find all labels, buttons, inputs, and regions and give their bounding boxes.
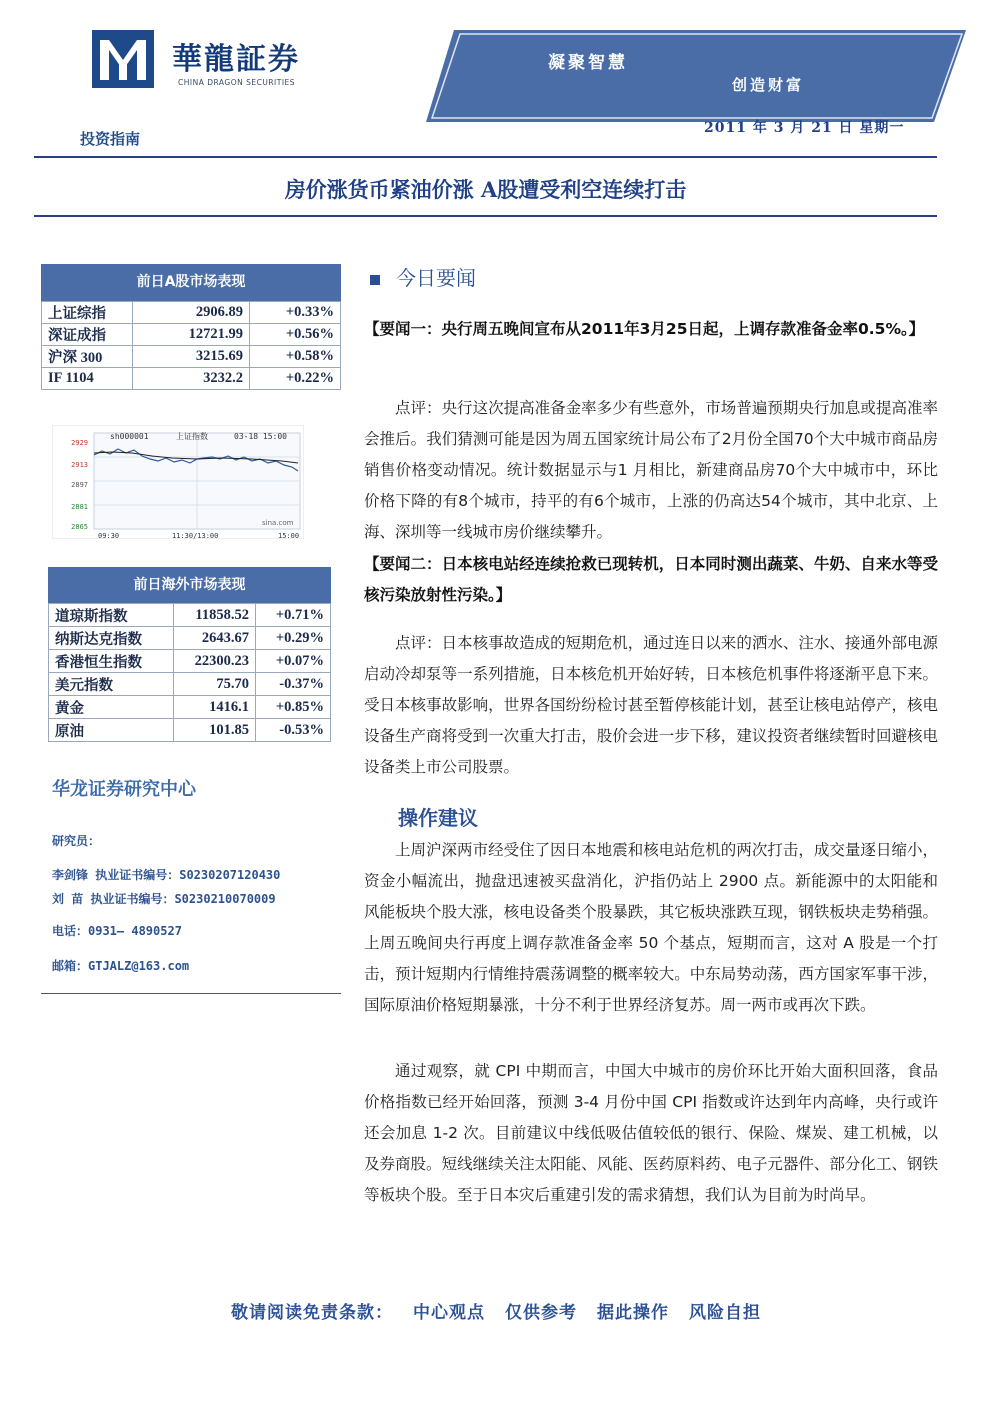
bullet-square-icon [370,275,380,285]
market-change: +0.85% [256,696,331,719]
table-row [42,324,341,346]
news-title-text: 今日要闻 [396,266,476,290]
chart-name: 上证指数 [176,432,208,441]
index-change: +0.56% [250,324,341,346]
a-share-table [41,264,341,390]
company-logo-english: CHINA DRAGON SECURITIES [178,78,296,87]
chart-code: sh000001 [110,432,149,441]
market-change: -0.37% [256,673,331,696]
analyst-label: 研究员： [52,834,101,848]
table-row [49,650,331,673]
index-change: +0.33% [250,302,341,324]
market-name: 原油 [49,719,174,742]
news-section-title [370,262,476,291]
analyst-2: 刘 苗 执业证书编号：S0230210070009 [52,892,276,906]
email[interactable]: 邮箱：GTJALZ@163.com [52,959,190,973]
disclaimer-term: 中心观点 [413,1303,485,1323]
a-share-data [41,301,341,390]
y-tick: 2929 [71,439,88,447]
slogan-line-1: 凝聚智慧 [548,53,628,73]
slogan-line-2: 创造财富 [732,76,805,94]
x-tick: 15:00 [278,532,300,539]
market-name: 纳斯达克指数 [49,627,174,650]
market-name: 黄金 [49,696,174,719]
left-column-divider [41,993,341,994]
index-name: 上证综指 [42,302,133,324]
table-row [49,627,331,650]
table-row [42,346,341,368]
disclaimer-term: 仅供参考 [505,1303,577,1323]
market-value: 101.85 [174,719,256,742]
disclaimer-term: 风险自担 [689,1303,761,1323]
table-row [42,368,341,390]
a-share-table-title: 前日A股市场表现 [41,264,341,301]
table-row [49,673,331,696]
market-name: 道琼斯指数 [49,604,174,627]
analyst-1: 李剑锋 执业证书编号：S0230207120430 [52,868,281,882]
disclaimer-term: 据此操作 [597,1303,669,1323]
index-value: 12721.99 [133,324,250,346]
market-value: 1416.1 [174,696,256,719]
phone: 电话：0931— 4890527 [52,924,182,938]
table-row [49,719,331,742]
market-value: 75.70 [174,673,256,696]
report-date: 2011 年 3 月 21 日 星期一 [704,120,905,136]
y-tick: 2881 [71,503,88,511]
index-change: +0.58% [250,346,341,368]
ops-paragraph-2: 通过观察，就 CPI 中期而言，中国大中城市的房价环比开始大面积回落，食品价格指数已经开始回落，预测 3-4 月份中国 CPI 指数或许达到年内高峰，央行或许还会加息 1-2 次。目前建议中线低吸估值较低的银行、保险、煤炭、建工机械，以及券商股。短线继续关注太阳能、风能、医药原料药、电子元器件、部分化工、钢铁等板块个股。至于日本灾后重建引发的需求猜想，我们认为目前为时尚早。 [364,1062,938,1204]
x-tick: 11:30/13:00 [172,532,219,539]
ops-section-title: 操作建议 [398,806,478,830]
chart-source: sina.com [262,519,294,527]
ops-paragraph-1: 上周沪深两市经受住了因日本地震和核电站危机的两次打击，成交量逐日缩小，资金小幅流出，抛盘迅速被买盘消化，沪指仍站上 2900 点。新能源中的太阳能和风能板块个股大涨，核电设备类个股暴跌，其它板块涨跌互现，钢铁板块走势稍强。上周五晚间央行再度上调存款准备金率 50 个基点，短期而言，这对 A 股是一个打击，预计短期内行情维持震荡调整的概率较大。中东局势动荡，西方国家军事干涉，国际原油价格短期暴涨，十分不利于世界经济复苏。周一两市或再次下跌。 [364,841,938,1014]
chart-datetime: 03-18 15:00 [234,432,287,441]
market-value: 22300.23 [174,650,256,673]
market-change: +0.07% [256,650,331,673]
news-item-1-comment: 点评：央行这次提高准备金率多少有些意外，市场普遍预期央行加息或提高准率会推后。我们猜测可能是因为周五国家统计局公布了2月份全国70个大中城市商品房销售价格变动情况。统计数据显示与1 月相比，新建商品房70个大中城市中，环比价格下降的有8个城市，持平的有6个城市，上涨的仍高达54个城市，其中北京、上海、深圳等一线城市房价继续攀升。 [364,399,938,541]
overseas-table-title: 前日海外市场表现 [48,567,331,603]
market-name: 美元指数 [49,673,174,696]
table-row [49,696,331,719]
table-row [49,604,331,627]
index-value: 3232.2 [133,368,250,390]
index-value: 3215.69 [133,346,250,368]
disclaimer-label[interactable]: 敬请阅读免责条款： [231,1303,393,1323]
research-center-title: 华龙证券研究中心 [52,779,196,800]
index-change: +0.22% [250,368,341,390]
market-change: +0.29% [256,627,331,650]
disclaimer-footer [34,1298,958,1323]
intraday-chart [52,425,304,539]
y-tick: 2865 [71,523,88,531]
overseas-data [48,603,331,742]
market-change: -0.53% [256,719,331,742]
news-item-2-comment: 点评：日本核事故造成的短期危机，通过连日以来的洒水、注水、接通外部电源启动冷却泵等一系列措施，日本核危机开始好转，日本核危机事件将逐渐平息下来。受日本核事故影响，世界各国纷纷检讨甚至暂停核能计划，甚至让核电站停产，核电设备生产商将受到一次重大打击，股价会进一步下移，建议投资者继续暂时回避核电设备类上市公司股票。 [364,634,938,776]
y-tick: 2897 [71,481,88,489]
overseas-table [48,567,331,742]
report-headline: 房价涨货币紧油价涨 A股遭受利空连续打击 [284,177,687,202]
index-name: 深证成指 [42,324,133,346]
company-logo-mark [92,30,154,88]
index-value: 2906.89 [133,302,250,324]
x-tick: 09:30 [98,532,120,539]
news-item-2-headline: 【要闻二：日本核电站经连续抢救已现转机，日本同时测出蔬菜、牛奶、自来水等受核污染放射性污染。】 [364,555,938,604]
y-tick: 2913 [71,461,88,469]
company-logo-text: 華龍証券 [172,42,300,77]
slogan-banner [426,30,966,122]
news-item-1-headline: 【要闻一：央行周五晚间宣布从2011年3月25日起，上调存款准备金率0.5%。】 [364,320,925,338]
section-label: 投资指南 [80,130,141,148]
index-name: 沪深 300 [42,346,133,368]
market-change: +0.71% [256,604,331,627]
table-row [42,302,341,324]
market-name: 香港恒生指数 [49,650,174,673]
market-value: 2643.67 [174,627,256,650]
index-name: IF 1104 [42,368,133,390]
market-value: 11858.52 [174,604,256,627]
headline-divider [34,215,937,217]
header-divider [34,156,937,158]
